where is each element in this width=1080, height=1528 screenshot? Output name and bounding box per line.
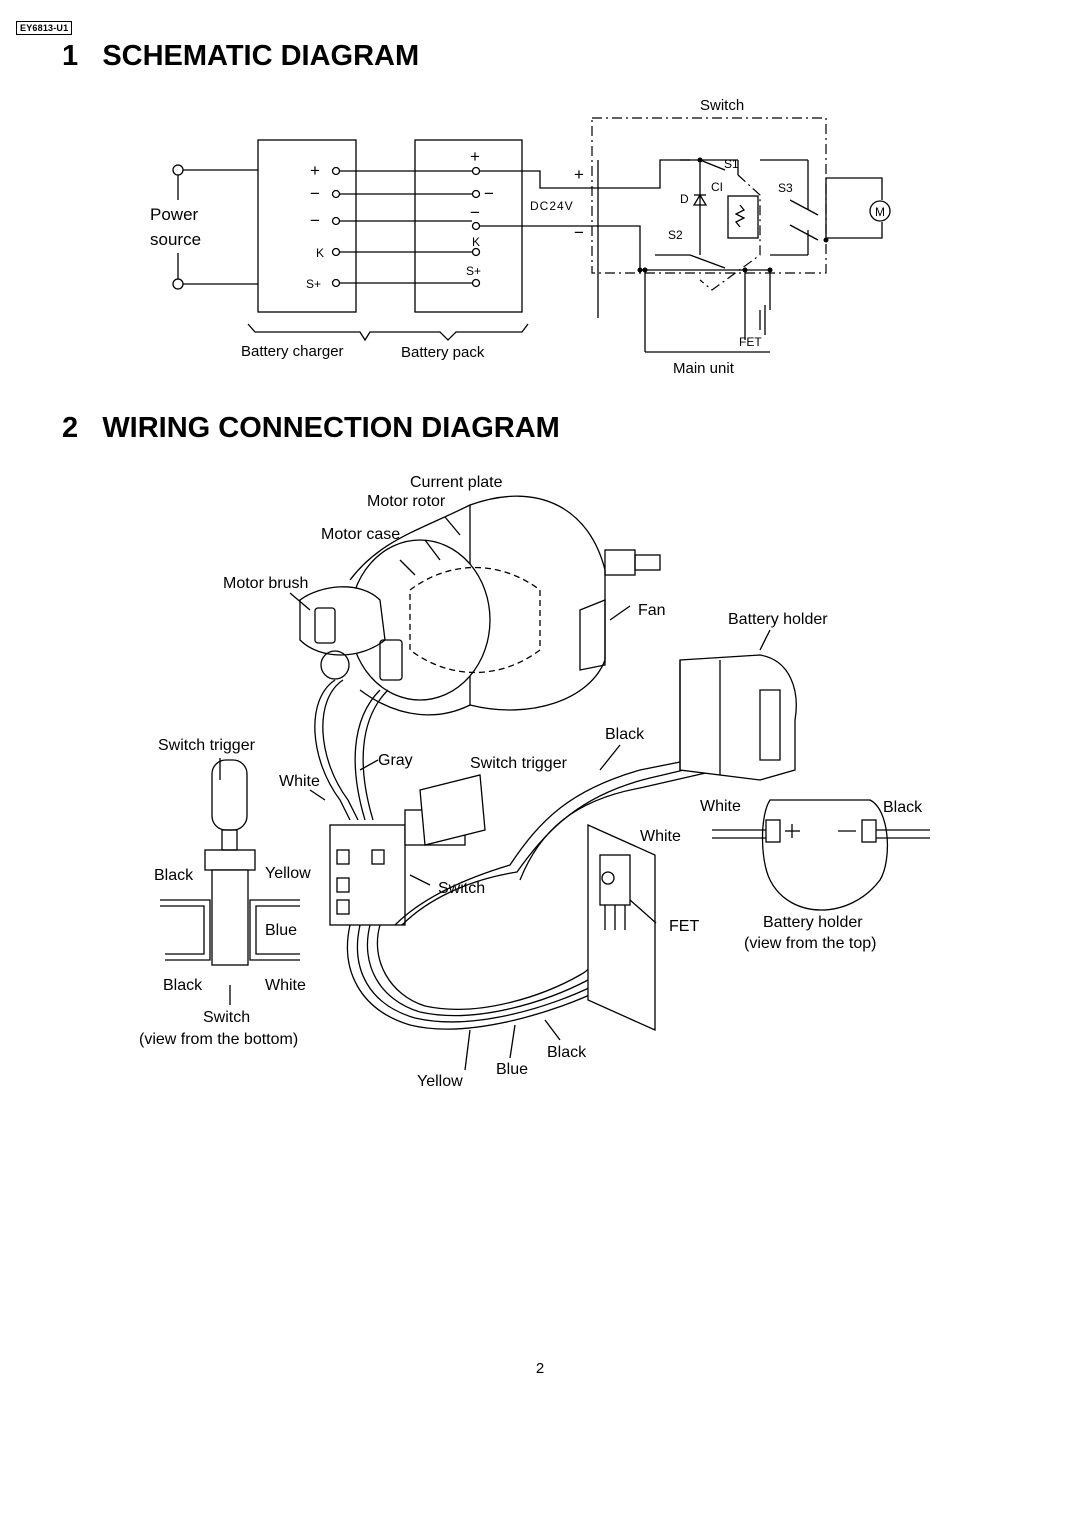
section-title-text: WIRING CONNECTION DIAGRAM xyxy=(102,412,560,444)
yellow-wire-label: Yellow xyxy=(417,1073,463,1090)
pack-terminal-label: K xyxy=(472,235,481,249)
charger-terminal-label: − xyxy=(310,184,320,203)
document-code: EY6813-U1 xyxy=(16,21,72,35)
negative-label: − xyxy=(574,223,584,242)
pack-terminal-label: S+ xyxy=(466,264,482,278)
black-wire-label: Black xyxy=(163,977,203,994)
s2-label: S2 xyxy=(668,228,683,242)
charger-terminal-label: K xyxy=(316,246,325,260)
section-number: 2 xyxy=(62,412,79,444)
switch-label: Switch xyxy=(700,97,745,114)
dc-voltage-label: DC24V xyxy=(530,199,574,213)
yellow-wire-label: Yellow xyxy=(265,865,311,882)
main-unit-label: Main unit xyxy=(673,360,734,377)
switch-label: Switch xyxy=(203,1009,251,1026)
blue-wire-label: Blue xyxy=(265,922,298,939)
charger-terminal-label: S+ xyxy=(306,277,322,291)
view-from-top-label: (view from the top) xyxy=(744,935,877,952)
pack-terminal-label: − xyxy=(470,203,480,222)
switch-label: Switch xyxy=(438,880,486,897)
motor-case-label: Motor case xyxy=(321,526,401,543)
diode-label: D xyxy=(680,192,689,206)
power-source-label: source xyxy=(150,230,202,249)
switch-trigger-label: Switch trigger xyxy=(158,737,255,754)
power-source-label: Power xyxy=(150,205,199,224)
motor-symbol-label: M xyxy=(875,205,885,219)
battery-pack-label: Battery pack xyxy=(401,344,485,361)
fan-label: Fan xyxy=(638,602,666,619)
white-wire-label: White xyxy=(279,773,320,790)
white-wire-label: White xyxy=(265,977,306,994)
battery-charger-label: Battery charger xyxy=(241,343,344,360)
pack-terminal-label: + xyxy=(470,147,480,166)
motor-rotor-label: Motor rotor xyxy=(367,493,446,510)
s1-label: S1 xyxy=(724,157,739,171)
charger-terminal-label: − xyxy=(310,211,320,230)
section-title-text: SCHEMATIC DIAGRAM xyxy=(102,40,420,72)
current-plate-label: Current plate xyxy=(410,474,503,491)
positive-label: + xyxy=(574,165,584,184)
switch-trigger-label: Switch trigger xyxy=(470,755,567,772)
section-number: 1 xyxy=(62,40,79,72)
gray-wire-label: Gray xyxy=(378,752,413,769)
white-wire-label: White xyxy=(640,828,681,845)
black-wire-label: Black xyxy=(154,867,194,884)
fet-label: FET xyxy=(739,335,762,349)
battery-holder-label: Battery holder xyxy=(763,914,863,931)
black-wire-label: Black xyxy=(547,1044,587,1061)
page-number: 2 xyxy=(535,1360,545,1377)
blue-wire-label: Blue xyxy=(496,1061,529,1078)
view-from-bottom-label: (view from the bottom) xyxy=(139,1031,299,1048)
pack-terminal-label: − xyxy=(484,184,494,203)
charger-terminal-label: + xyxy=(310,161,320,180)
black-wire-label: Black xyxy=(883,799,923,816)
motor-brush-label: Motor brush xyxy=(223,575,309,592)
white-wire-label: White xyxy=(700,798,741,815)
fet-label: FET xyxy=(669,918,700,935)
battery-holder-label: Battery holder xyxy=(728,611,828,628)
s3-label: S3 xyxy=(778,181,793,195)
black-wire-label: Black xyxy=(605,726,645,743)
ci-label: CI xyxy=(711,180,723,194)
